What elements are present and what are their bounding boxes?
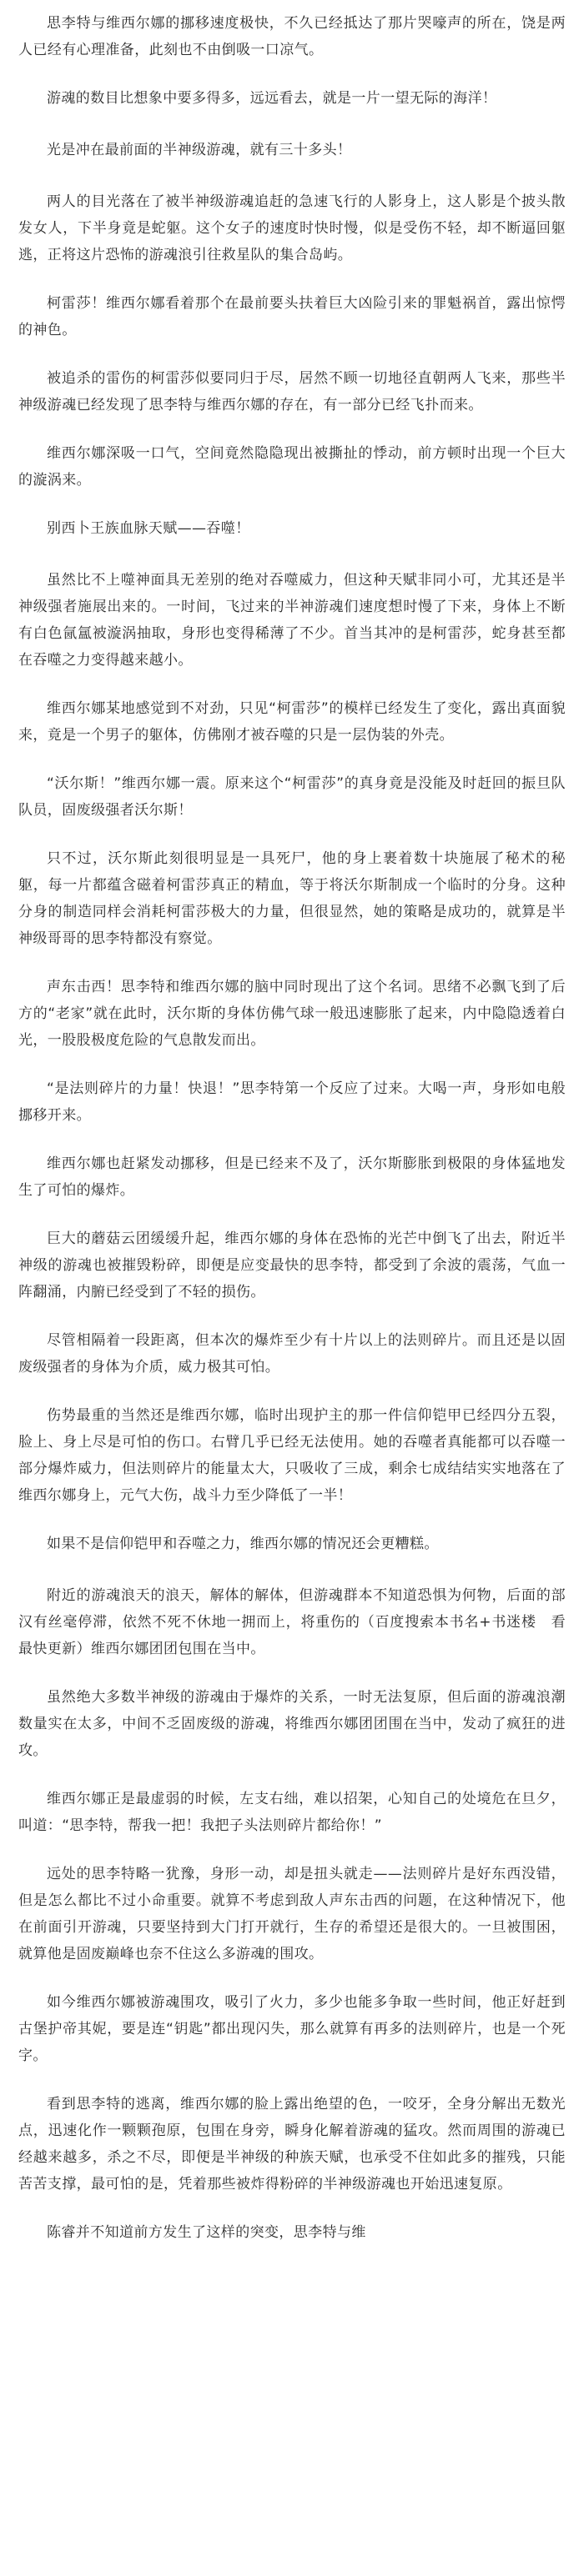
paragraph: “是法则碎片的力量！快退！”思李特第一个反应了过来。大喝一声，身形如电般挪移开来。	[18, 1080, 566, 1124]
paragraph: 虽然比不上噬神面具无差别的绝对吞噬威力，但这种天赋非同小可，尤其还是半神级强者施展出来的。一时间，飞过来的半神游魂们速度想时慢了下来，身体上不断有白色氤氲被漩涡抽取，身形也变得稀薄了不少。首当其冲的是柯雷莎，蛇身甚至都在吞噬之力变得越来越小。	[18, 572, 566, 669]
paragraph: 只不过，沃尔斯此刻很明显是一具死尸，他的身上裹着数十块施展了秘术的秘躯，每一片都蕴含磁着柯雷莎真正的精血，等于将沃尔斯制成一个临时的分身。这种分身的制造同样会消耗柯雷莎极大的力量，但很显然，她的策略是成功的，就算是半神级哥哥的思李特都没有察觉。	[18, 850, 566, 947]
paragraph: 维西尔娜某地感觉到不对劲，只见“柯雷莎”的模样已经发生了变化，露出真面貌来，竟是一个男子的躯体，仿佛刚才被吞噬的只是一层伪装的外壳。	[18, 700, 566, 744]
paragraph: 远处的思李特略一犹豫，身形一动，却是扭头就走——法则碎片是好东西没错，但是怎么都比不过小命重要。就算不考虑到敌人声东击西的问题，在这种情况下，他在前面引开游魂，只要坚持到大门打开就行，生存的希望还是很大的。一旦被围困，就算他是固废巅峰也奈不住这么多游魂的围攻。	[18, 1866, 566, 1962]
paragraph: “沃尔斯！”维西尔娜一震。原来这个“柯雷莎”的真身竟是没能及时赶回的振旦队队员，固废级强者沃尔斯！	[18, 775, 566, 819]
paragraph: 附近的游魂浪天的浪天，解体的解体，但游魂群本不知道恐惧为何物，后面的部汉有丝毫停滞，依然不死不休地一拥而上，将重伤的（百度搜索本书名+书迷楼 看最快更新）维西尔娜团团包围在当中。	[18, 1587, 566, 1657]
paragraph: 看到思李特的逃离，维西尔娜的脸上露出绝望的色，一咬牙，全身分解出无数光点，迅速化作一颗颗孢原，包围在身旁，瞬身化解着游魂的猛攻。然而周围的游魂已经越来越多，杀之不尽，即便是半神级的种族天赋，也承受不住如此多的摧残，只能苦苦支撑，最可怕的是，凭着那些被炸得粉碎的半神级游魂也开始迅速复原。	[18, 2096, 566, 2193]
paragraph: 别西卜王族血脉天赋——吞噬！	[47, 520, 250, 537]
paragraph: 柯雷莎！维西尔娜看着那个在最前要头扶着巨大凶险引来的罪魁祸首，露出惊愕的神色。	[18, 295, 566, 338]
paragraph: 光是冲在最前面的半神级游魂，就有三十多头！	[47, 142, 352, 158]
paragraph: 巨大的蘑菇云团缓缓升起，维西尔娜的身体在恐怖的光芒中倒飞了出去，附近半神级的游魂也被摧毁粉碎，即便是应变最快的思李特，都受到了余波的震荡，气血一阵翻涌，内腑已经受到了不轻的损伤。	[18, 1230, 566, 1301]
paragraph: 伤势最重的当然还是维西尔娜，临时出现护主的那一件信仰铠甲已经四分五裂，脸上、身上尽是可怕的伤口。右臂几乎已经无法使用。她的吞噬者真能都可以吞噬一部分爆炸威力，但法则碎片的能量太大，只吸收了三成，剩余七成结结实实地落在了维西尔娜身上，元气大伤，战斗力至少降低了一半！	[18, 1407, 566, 1504]
paragraph: 维西尔娜深吸一口气，空间竟然隐隐现出被撕扯的悸动，前方顿时出现一个巨大的漩涡来。	[18, 445, 566, 489]
paragraph: 思李特与维西尔娜的挪移速度极快，不久已经抵达了那片哭嚎声的所在，饶是两人已经有心理准备，此刻也不由倒吸一口凉气。	[18, 15, 566, 58]
paragraph: 声东击西！思李特和维西尔娜的脑中同时现出了这个名词。思绪不必飘飞到了后方的“老家”就在此时，沃尔斯的身体仿佛气球一般迅速膨胀了起来，内中隐隐透着白光，一股股极度危险的气息散发而出。	[18, 979, 566, 1049]
paragraph: 陈睿并不知道前方发生了这样的突变，思李特与维	[47, 2224, 366, 2241]
paragraph: 尽管相隔着一段距离，但本次的爆炸至少有十片以上的法则碎片。而且还是以固废级强者的身体为介质，威力极其可怕。	[18, 1332, 566, 1376]
paragraph: 虽然绝大多数半神级的游魂由于爆炸的关系，一时无法复原，但后面的游魂浪潮数量实在太多，中间不乏固废级的游魂，将维西尔娜团团围在当中，发动了疯狂的进攻。	[18, 1689, 566, 1759]
paragraph: 如今维西尔娜被游魂围攻，吸引了火力，多少也能多争取一些时间，他正好赶到古堡护帝其妮，要是连“钥匙”都出现闪失，那么就算有再多的法则碎片，也是一个死字。	[18, 1994, 566, 2064]
paragraph: 游魂的数目比想象中要多得多，远远看去，就是一片一望无际的海洋！	[47, 90, 497, 107]
paragraph: 维西尔娜也赶紧发动挪移，但是已经来不及了，沃尔斯膨胀到极限的身体猛地发生了可怕的爆炸。	[18, 1155, 566, 1199]
paragraph: 如果不是信仰铠甲和吞噬之力，维西尔娜的情况还会更糟糕。	[47, 1536, 439, 1552]
paragraph: 被追杀的雷伤的柯雷莎似要同归于尽，居然不顾一切地径直朝两人飞来，那些半神级游魂已经发现了思李特与维西尔娜的存在，有一部分已经飞扑而来。	[18, 370, 566, 413]
paragraph: 维西尔娜正是最虚弱的时候，左支右绌，难以招架，心知自己的处境危在旦夕，叫道：“思李特，帮我一把！我把子头法则碎片都给你！”	[18, 1791, 566, 1834]
paragraph: 两人的目光落在了被半神级游魂追赶的急速飞行的人影身上，这人影是个披头散发女人，下半身竟是蛇躯。这个女子的速度时快时慢，似是受伤不轻，却不断逼回躯逃，正将这片恐怖的游魂浪引往救星队的集合岛屿。	[18, 193, 566, 263]
